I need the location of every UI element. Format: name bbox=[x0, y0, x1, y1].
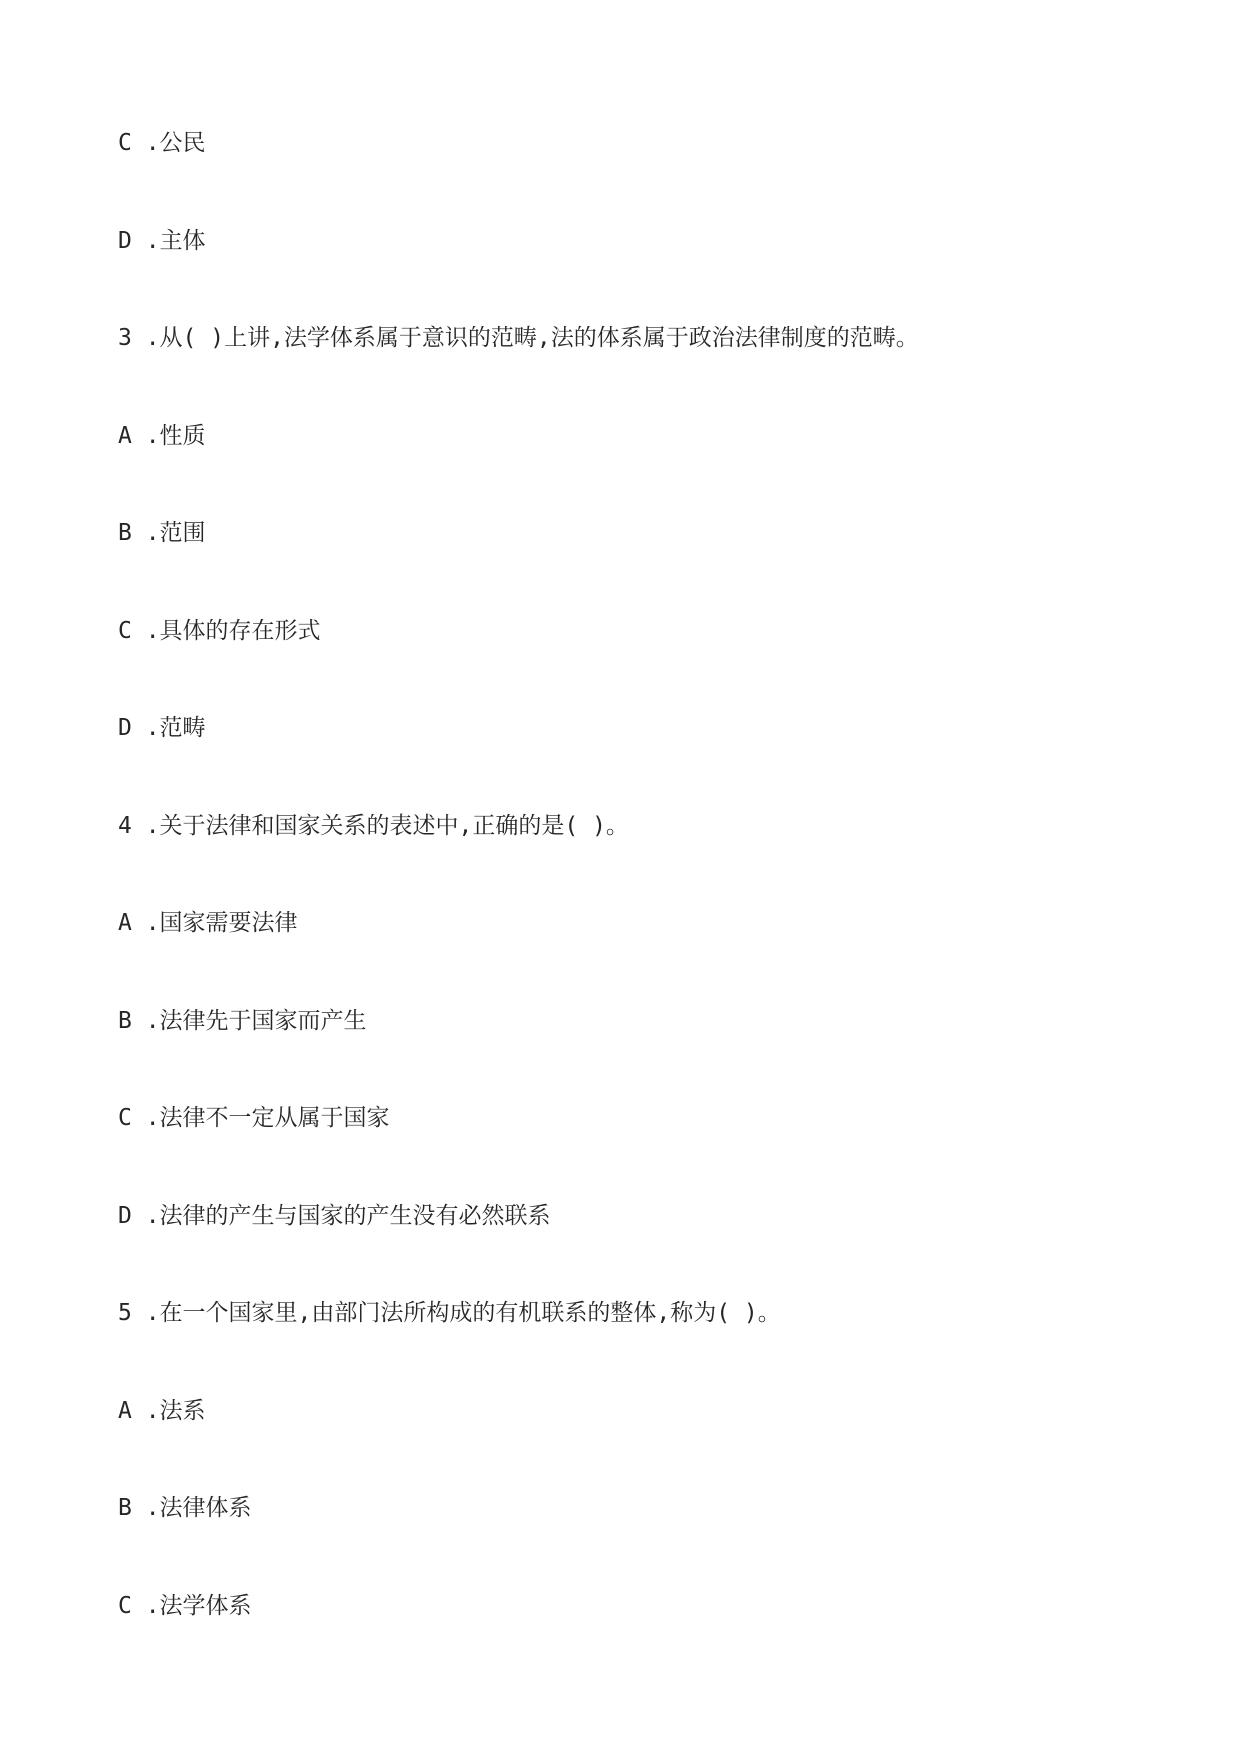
option-text: A .法系 bbox=[118, 1398, 206, 1424]
option-text: C .公民 bbox=[118, 130, 206, 156]
option-c-q2 bbox=[118, 128, 206, 158]
option-text: B .法律体系 bbox=[118, 1495, 252, 1521]
question-4 bbox=[118, 811, 629, 841]
question-3 bbox=[118, 323, 919, 353]
option-text: C .具体的存在形式 bbox=[118, 618, 321, 644]
option-a-q3 bbox=[118, 421, 206, 451]
option-text: A .性质 bbox=[118, 423, 206, 449]
option-text: A .国家需要法律 bbox=[118, 910, 298, 936]
option-text: D .法律的产生与国家的产生没有必然联系 bbox=[118, 1203, 551, 1229]
option-text: C .法学体系 bbox=[118, 1593, 252, 1619]
option-text: C .法律不一定从属于国家 bbox=[118, 1105, 390, 1131]
question-text: 4 .关于法律和国家关系的表述中,正确的是( )。 bbox=[118, 813, 629, 839]
option-b-q3 bbox=[118, 518, 206, 548]
option-c-q4 bbox=[118, 1103, 390, 1133]
question-text: 3 .从( )上讲,法学体系属于意识的范畴,法的体系属于政治法律制度的范畴。 bbox=[118, 325, 919, 351]
option-c-q3 bbox=[118, 616, 321, 646]
option-c-q5 bbox=[118, 1591, 252, 1621]
option-b-q5 bbox=[118, 1493, 252, 1523]
option-text: B .法律先于国家而产生 bbox=[118, 1008, 367, 1034]
option-text: D .主体 bbox=[118, 228, 206, 254]
question-text: 5 .在一个国家里,由部门法所构成的有机联系的整体,称为( )。 bbox=[118, 1300, 781, 1326]
option-b-q4 bbox=[118, 1006, 367, 1036]
option-a-q5 bbox=[118, 1396, 206, 1426]
option-d-q3 bbox=[118, 713, 206, 743]
option-text: D .范畴 bbox=[118, 715, 206, 741]
option-d-q2 bbox=[118, 226, 206, 256]
option-text: B .范围 bbox=[118, 520, 206, 546]
option-d-q4 bbox=[118, 1201, 551, 1231]
question-5 bbox=[118, 1298, 781, 1328]
option-a-q4 bbox=[118, 908, 298, 938]
